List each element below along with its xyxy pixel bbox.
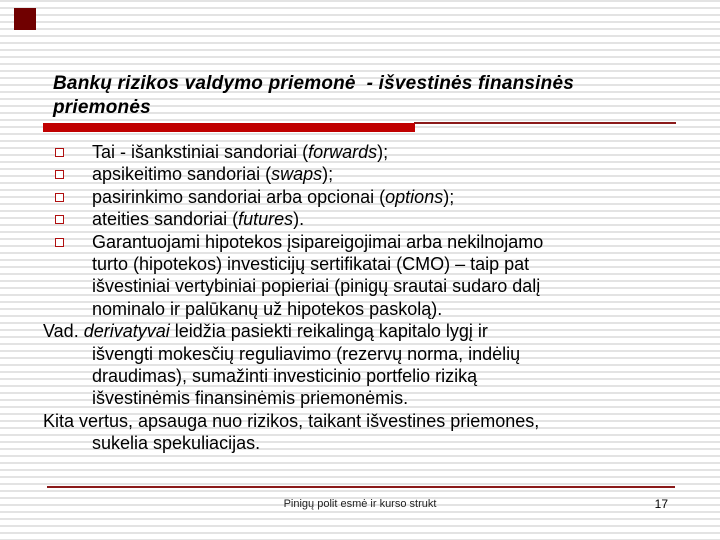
- footer-divider-line: [47, 486, 675, 488]
- slide-title-line-1: Bankų rizikos valdymo priemonė - išvestinės finansinės: [53, 73, 575, 94]
- body-line: [43, 298, 703, 320]
- body-line: [43, 275, 703, 297]
- body-line: [43, 253, 703, 275]
- corner-accent-square-icon: [14, 8, 36, 30]
- bullet-line: [43, 231, 703, 253]
- body-text: turto (hipotekos) investicijų sertifikatai (CMO) – taip pat: [92, 253, 530, 274]
- page-number: 17: [654, 497, 668, 511]
- body-text: nominalo ir palūkanų už hipotekos paskolą).: [92, 298, 443, 319]
- body-text: apsikeitimo sandoriai (swaps);: [92, 164, 334, 185]
- square-bullet-icon: [55, 238, 64, 247]
- body-line: [43, 432, 703, 454]
- square-bullet-icon: [55, 215, 64, 224]
- body-text: ateities sandoriai (futures).: [92, 209, 305, 230]
- slide-title: [53, 72, 693, 120]
- body-text: Kita vertus, apsauga nuo rizikos, taikant išvestines priemones,: [43, 410, 540, 431]
- body-list: [43, 141, 703, 454]
- body-text: pasirinkimo sandoriai arba opcionai (options);: [92, 186, 455, 207]
- body-text: išvestinėmis finansinėmis priemonėmis.: [92, 388, 409, 409]
- title-underline-thin-line: [414, 122, 676, 124]
- body-line: [43, 365, 703, 387]
- body-text: Vad. derivatyvai leidžia pasiekti reikalingą kapitalo lygį ir: [43, 321, 488, 342]
- title-underline-thick-bar: [43, 123, 415, 132]
- bullet-line: [43, 141, 703, 163]
- bullet-line: [43, 163, 703, 185]
- body-line: [43, 387, 703, 409]
- footer-text: Pinigų polit esmė ir kurso strukt: [283, 498, 437, 510]
- body-text: išvestiniai vertybiniai popieriai (pinigų srautai sudaro dalį: [92, 276, 541, 297]
- body-line: [43, 320, 703, 342]
- body-text: Tai - išankstiniai sandoriai (forwards);: [92, 142, 389, 162]
- square-bullet-icon: [55, 170, 64, 179]
- body-line: [43, 343, 703, 365]
- bullet-line: [43, 208, 703, 230]
- body-text: Garantuojami hipotekos įsipareigojimai arba nekilnojamo: [92, 231, 544, 252]
- square-bullet-icon: [55, 193, 64, 202]
- body-text: sukelia spekuliacijas.: [92, 433, 261, 454]
- body-line: [43, 410, 703, 432]
- title-underline: [43, 122, 677, 133]
- square-bullet-icon: [55, 148, 64, 157]
- body-text: draudimas), sumažinti investicinio portfelio riziką: [92, 365, 478, 386]
- slide-title-line-2: priemonės: [53, 97, 151, 118]
- body-text: išvengti mokesčių reguliavimo (rezervų norma, indėlių: [92, 343, 521, 364]
- bullet-line: [43, 186, 703, 208]
